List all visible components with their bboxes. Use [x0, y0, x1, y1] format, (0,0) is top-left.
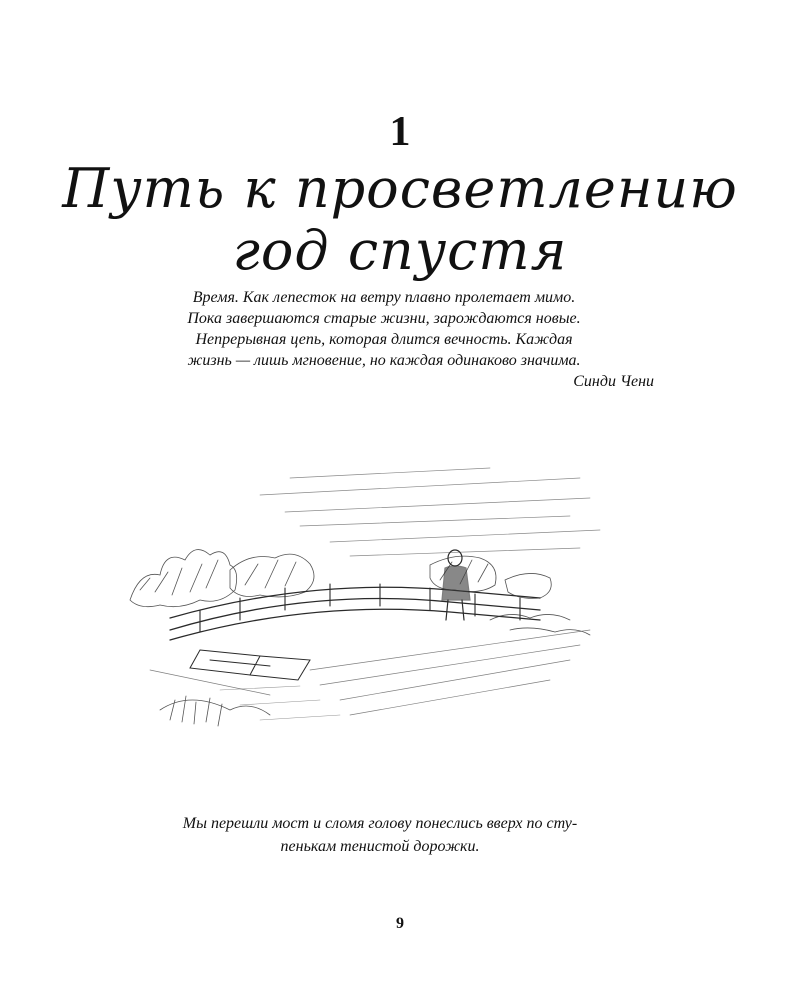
body-line-2: пенькам тенистой дорожки.: [280, 838, 480, 855]
epigraph-author: Синди Чени: [573, 373, 654, 390]
chapter-title-line-2: год спустя: [232, 219, 568, 282]
page-number: 9: [396, 915, 404, 932]
epigraph-line-3: Непрерывная цепь, которая длится вечность. Каждая: [195, 331, 573, 348]
bridge-sketch-illustration: [110, 460, 610, 750]
epigraph-line-1: Время. Как лепесток на ветру плавно пролетает мимо.: [192, 289, 576, 306]
body-line-1: Мы перешли мост и сломя голову понеслись вверх по сту-: [182, 815, 578, 832]
chapter-number: 1: [389, 109, 411, 155]
chapter-title: [60, 158, 740, 282]
body-text: [110, 812, 650, 858]
epigraph-line-2: Пока завершаются старые жизни, зарождаются новые.: [187, 310, 581, 327]
chapter-title-line-1: Путь к просветлению: [62, 157, 738, 220]
epigraph-line-4: жизнь — лишь мгновение, но каждая одинаково значима.: [187, 352, 581, 369]
epigraph: [114, 287, 654, 392]
